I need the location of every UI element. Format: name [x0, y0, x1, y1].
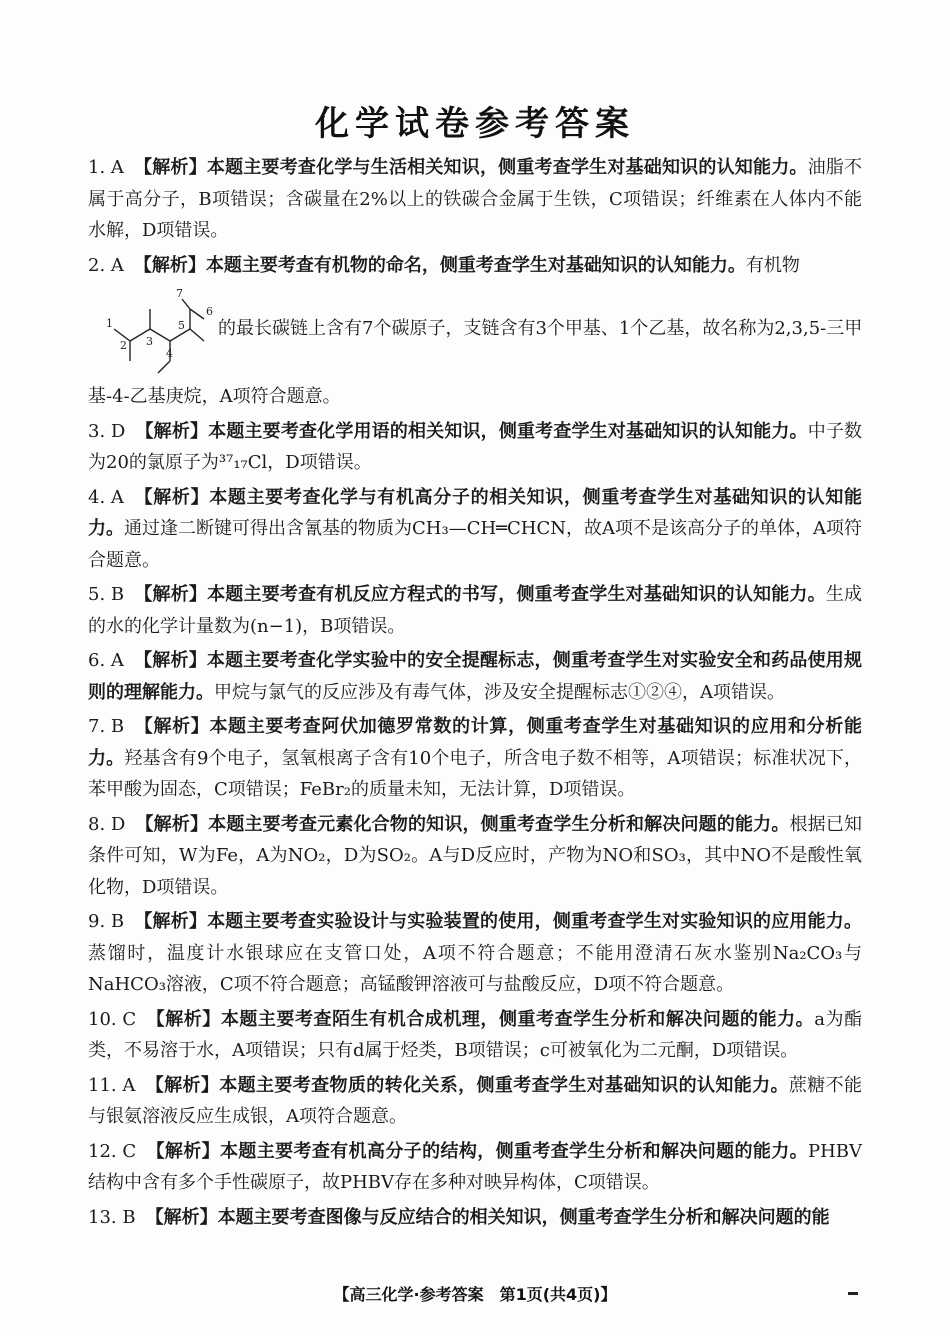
atom-label: 5	[178, 319, 185, 332]
analysis-tag: 【解析】	[146, 1140, 220, 1162]
page-title: 化学试卷参考答案	[315, 104, 635, 144]
answer-number: 12. C	[88, 1140, 137, 1162]
answer-number: 8. D	[88, 813, 126, 835]
atom-label: 6	[206, 305, 213, 318]
answer-number: 13. B	[88, 1206, 136, 1228]
analysis-focus: 本题主要考查有机物的命名，侧重考查学生对基础知识的认知能力。	[205, 254, 746, 276]
analysis-focus: 本题主要考查物质的转化关系，侧重考查学生对基础知识的认知能力。	[219, 1074, 789, 1096]
answer-item-12	[88, 1136, 862, 1199]
answer-item-1	[88, 152, 862, 247]
atom-label: 2	[120, 339, 127, 352]
structure-row	[88, 281, 862, 381]
analysis-detail: 油脂不属于高分子，B项错误；含碳量在2%以上的铁碳合金属于生铁，C项错误；纤维素在人体内不能水解，D项错误。	[88, 157, 863, 241]
analysis-focus: 本题主要考查化学实验中的安全提醒标志，侧重考查学生对实验安全和药品使用规则的理解能力。	[88, 650, 863, 703]
answer-number: 4. A	[88, 486, 124, 508]
answer-number: 10. C	[88, 1008, 137, 1030]
answer-number: 7. B	[88, 716, 125, 737]
answer-number: 6. A	[88, 650, 124, 671]
analysis-detail: PHBV结构中含有多个手性碳原子，故PHBV存在多种对映异构体，C项错误。	[88, 1140, 863, 1193]
analysis-detail: 羟基含有9个电子，氢氧根离子含有10个电子，所含电子数不相等，A项错误；标准状况下，苯甲酸为固态，C项错误；FeBr₂的质量未知，无法计算，D项错误。	[88, 747, 863, 800]
answer-item-9	[88, 906, 862, 1001]
analysis-focus: 本题主要考查有机反应方程式的书写，侧重考查学生对基础知识的认知能力。	[207, 584, 826, 605]
answer-number: 11. A	[88, 1074, 136, 1096]
answer-item-2	[88, 250, 862, 413]
analysis-focus: 本题主要考查阿伏加德罗常数的计算，侧重考查学生对基础知识的应用和分析能力。	[88, 716, 863, 769]
analysis-detail-prefix: 有机物	[745, 254, 800, 276]
analysis-detail: 生成的水的化学计量数为(n−1)，B项错误。	[88, 584, 863, 637]
analysis-detail-tail: 基-4-乙基庚烷，A项符合题意。	[88, 386, 341, 407]
analysis-tag: 【解析】	[134, 716, 210, 737]
corner-mark	[848, 1292, 858, 1295]
answer-list	[88, 152, 862, 1236]
answer-item-5	[88, 579, 862, 642]
atom-label: 7	[176, 287, 183, 300]
analysis-tag: 【解析】	[146, 1008, 221, 1030]
answer-number: 2. A	[88, 254, 124, 276]
atom-label: 3	[146, 335, 153, 348]
answer-item-4	[88, 482, 862, 577]
analysis-tag: 【解析】	[145, 1206, 218, 1228]
analysis-focus: 本题主要考查化学与生活相关知识，侧重考查学生对基础知识的认知能力。	[206, 157, 808, 178]
analysis-focus: 本题主要考查化学与有机高分子的相关知识，侧重考查学生对基础知识的认知能力。	[88, 486, 863, 539]
answer-number: 5. B	[88, 584, 125, 605]
analysis-tag: 【解析】	[134, 584, 208, 605]
skeletal-structure-diagram	[106, 285, 216, 380]
answer-number: 9. B	[88, 911, 125, 932]
analysis-detail: a为酯类，不易溶于水，A项错误；只有d属于烃类，B项错误；c可被氧化为二元酮，D项错误。	[88, 1008, 863, 1061]
answer-number: 1. A	[88, 157, 124, 178]
answer-item-11	[88, 1070, 862, 1133]
analysis-detail: 根据已知条件可知，W为Fe，A为NO₂，D为SO₂。A与D反应时，产物为NO和SO₃，其中NO不是酸性氧化物，D项错误。	[88, 813, 863, 898]
answer-item-13	[88, 1202, 862, 1234]
analysis-tag: 【解析】	[133, 157, 207, 178]
analysis-tag: 【解析】	[133, 650, 207, 671]
analysis-tag: 【解析】	[135, 420, 209, 442]
analysis-detail: 甲烷与氯气的反应涉及有毒气体，涉及安全提醒标志①②④，A项错误。	[214, 681, 785, 703]
analysis-focus: 本题主要考查陌生有机合成机理，侧重考查学生分析和解决问题的能力。	[220, 1008, 815, 1030]
answer-item-6	[88, 645, 862, 708]
analysis-focus: 本题主要考查图像与反应结合的相关知识，侧重考查学生分析和解决问题的能	[217, 1206, 830, 1228]
analysis-tag: 【解析】	[135, 813, 209, 835]
analysis-focus: 本题主要考查化学用语的相关知识，侧重考查学生对基础知识的认知能力。	[208, 420, 808, 442]
atom-label: 1	[106, 317, 113, 330]
analysis-focus: 本题主要考查实验设计与实验装置的使用，侧重考查学生对实验知识的应用能力。	[207, 911, 862, 932]
answer-item-7	[88, 711, 862, 806]
analysis-detail: 蒸馏时，温度计水银球应在支管口处，A项不符合题意；不能用澄清石灰水鉴别Na₂CO₃与NaHCO₃溶液，C项不符合题意；高锰酸钾溶液可与盐酸反应，D项不符合题意。	[88, 942, 862, 995]
analysis-detail: 通过逢二断键可得出含氰基的物质为CH₃—CH═CHCN，故A项不是该高分子的单体，A项符合题意。	[88, 518, 863, 571]
answer-item-10	[88, 1004, 862, 1067]
atom-label: 4	[166, 347, 173, 360]
page-footer: 【高三化学·参考答案 第1页(共4页)】	[333, 1285, 617, 1304]
analysis-detail: 蔗糖不能与银氨溶液反应生成银，A项符合题意。	[88, 1074, 863, 1127]
answer-number: 3. D	[88, 420, 126, 442]
analysis-detail: 中子数为20的氯原子为³⁷₁₇Cl，D项错误。	[88, 420, 863, 473]
analysis-tag: 【解析】	[133, 254, 206, 276]
answer-item-8	[88, 809, 862, 904]
analysis-detail: 的最长碳链上含有7个碳原子，支链含有3个甲基、1个乙基，故名称为2,3,5-三甲	[218, 318, 863, 339]
analysis-tag: 【解析】	[133, 486, 210, 508]
answer-item-3	[88, 416, 862, 479]
analysis-tag: 【解析】	[145, 1074, 220, 1096]
analysis-focus: 本题主要考查元素化合物的知识，侧重考查学生分析和解决问题的能力。	[208, 813, 790, 835]
analysis-focus: 本题主要考查有机高分子的结构，侧重考查学生分析和解决问题的能力。	[220, 1140, 808, 1162]
analysis-tag: 【解析】	[134, 911, 208, 932]
